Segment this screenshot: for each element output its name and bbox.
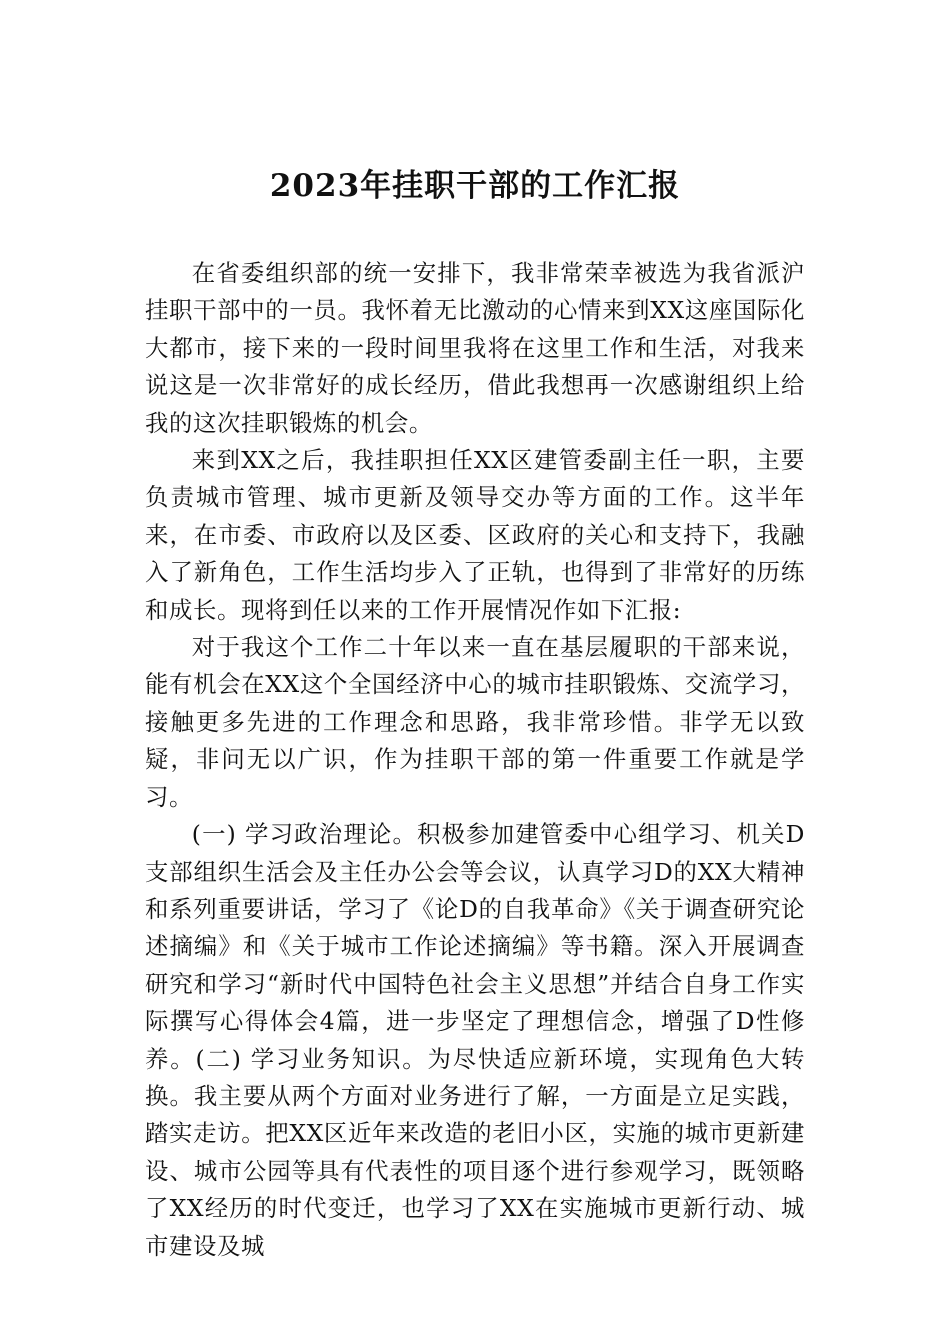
- paragraph-4: (一) 学习政治理论。积极参加建管委中心组学习、机关D支部组织生活会及主任办公会等会议，认真学习D的XX大精神和系列重要讲话，学习了《论D的自我革命》《关于调查研究论述摘编》和《关于城市工作论述摘编》等书籍。深入开展调查研究和学习“新时代中国特色社会主义思想”并结合自身工作实际撰写心得体会4篇，进一步坚定了理想信念，增强了D性修养。(二) 学习业务知识。为尽快适应新环境，实现角色大转换。我主要从两个方面对业务进行了解，一方面是立足实践，踏实走访。把XX区近年来改造的老旧小区，实施的城市更新建设、城市公园等具有代表性的项目逐个进行参观学习，既领略了XX经历的时代变迁，也学习了XX在实施城市更新行动、城市建设及城: [145, 820, 805, 1260]
- document-body: [145, 255, 805, 1265]
- paragraph-2: 来到XX之后，我挂职担任XX区建管委副主任一职，主要负责城市管理、城市更新及领导交办等方面的工作。这半年来，在市委、市政府以及区委、区政府的关心和支持下，我融入了新角色，工作生活均步入了正轨，也得到了非常好的历练和成长。现将到任以来的工作开展情况作如下汇报:: [145, 446, 805, 624]
- document-title: 2023年挂职干部的工作汇报: [269, 168, 681, 204]
- paragraph-1: 在省委组织部的统一安排下，我非常荣幸被选为我省派沪挂职干部中的一员。我怀着无比激动的心情来到XX这座国际化大都市，接下来的一段时间里我将在这里工作和生活，对我来说这是一次非常好的成长经历，借此我想再一次感谢组织上给我的这次挂职锻炼的机会。: [145, 259, 805, 437]
- paragraph-3: 对于我这个工作二十年以来一直在基层履职的干部来说，能有机会在XX这个全国经济中心的城市挂职锻炼、交流学习，接触更多先进的工作理念和思路，我非常珍惜。非学无以致疑，非问无以广识，作为挂职干部的第一件重要工作就是学习。: [145, 633, 805, 811]
